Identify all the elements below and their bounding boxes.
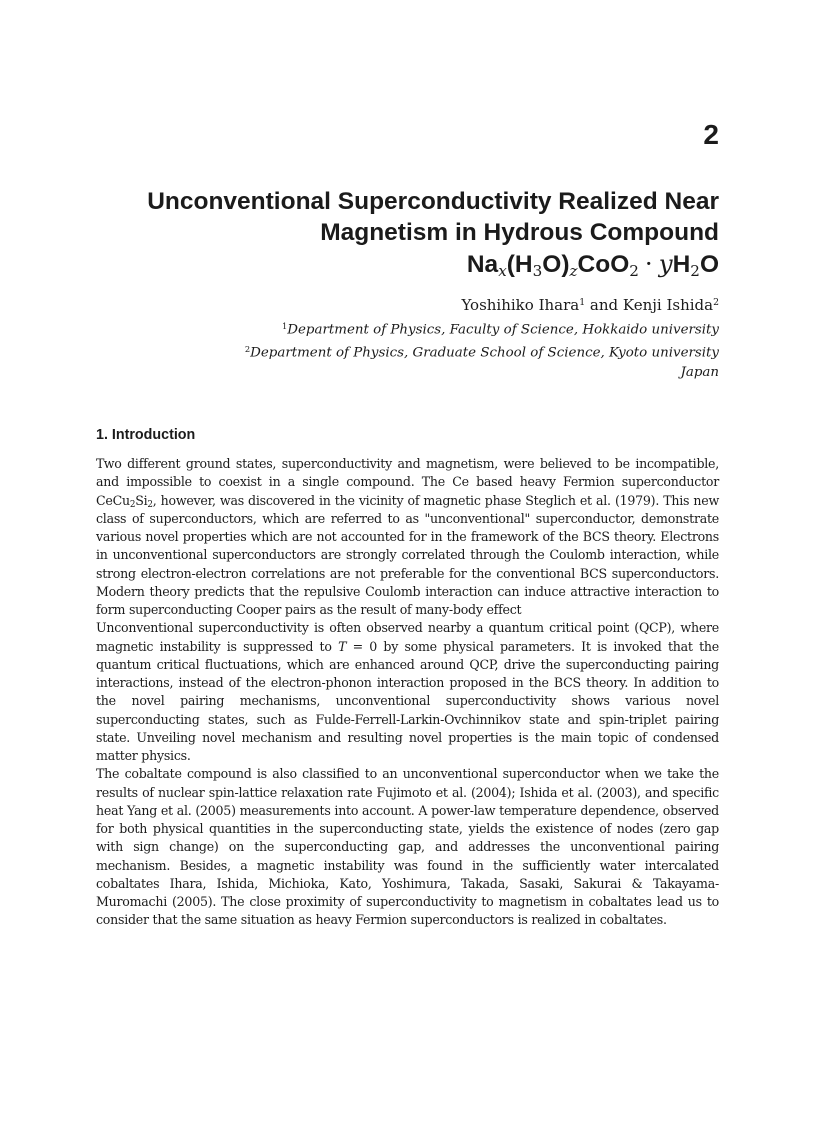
formula-coo: CoO: [577, 251, 630, 278]
formula-h: H: [672, 251, 691, 278]
title-line-2: Magnetism in Hydrous Compound: [320, 219, 719, 246]
paragraph-1-si: Si: [135, 492, 148, 508]
affiliation-1: [245, 317, 719, 340]
formula-sub-2: 2: [629, 262, 639, 281]
formula-cdot: ·: [644, 249, 653, 278]
formula-h3o-open: (H: [506, 251, 533, 278]
paragraph-1-sub-1: 2: [129, 499, 136, 510]
formula-na: Na: [466, 251, 499, 278]
affiliation-country: Japan: [680, 365, 719, 381]
author-1-name: Yoshihiko Ihara: [461, 296, 580, 315]
title-line-1: Unconventional Superconductivity Realized Near: [147, 188, 719, 215]
affiliation-2: [245, 340, 719, 363]
author-1-mark: 1: [579, 297, 586, 308]
chapter-number: 2: [703, 119, 719, 150]
author-list: [461, 293, 719, 315]
affiliation-2-mark: 2: [244, 344, 251, 355]
formula-o: O: [699, 251, 719, 278]
paragraph-2: [96, 619, 719, 765]
affiliation-1-mark: 1: [281, 321, 288, 331]
paragraph-2-part-b: by some physical parameters. It is invoked that the quantum critical fluctuations, which are enhanced around QCP, drive the superconducting pairing interactions, instead of the electron-phonon interaction proposed in the BCS theory. In addition to the novel pairing mechanisms, unconventional superconductivity shows various novel superconducting states, such as Fulde-Ferrell-Larkin-Ovchinnikov state and spin-triplet pairing state. Unveiling novel mechanism and resulting novel properties is the main topic of condensed matter physics.: [96, 638, 719, 763]
author-2-mark: 2: [713, 297, 719, 308]
title-formula: [79, 248, 719, 283]
paragraph-2-temperature-symbol: T: [338, 638, 347, 654]
formula-sub-x: x: [498, 262, 507, 281]
section-heading-introduction: 1. Introduction: [96, 427, 196, 443]
paragraph-2-equation: = 0: [346, 638, 378, 654]
formula-sub-h2: 2: [690, 262, 700, 281]
paragraph-2-part-a: Unconventional superconductivity is often observed nearby a quantum critical point (QCP), where magnetic instability is suppressed to: [96, 620, 719, 654]
formula-y: y: [658, 249, 673, 278]
paragraph-3: The cobaltate compound is also classified to an unconventional superconductor when we take the results of nuclear spin-lattice relaxation rate Fujimoto et al. (2004); Ishida et al. (2003), and specific heat Yang et al. (2005) measurements into account. A power-law temperature dependence, observed for both physical quantities in the superconducting state, yields the existence of nodes (zero gap with sign change) on the superconducting gap, and addresses the unconventional pairing mechanism. Besides, a magnetic instability was found in the sufficiently water intercalated cobaltates Ihara, Ishida, Michioka, Kato, Yoshimura, Takada, Sasaki, Sakurai & Takayama-Muromachi (2005). The close proximity of superconductivity to magnetism in cobaltates lead us to consider that the same situation as heavy Fermion superconductors is realized in cobaltates.: [96, 766, 719, 928]
author-2-name: Kenji Ishida: [622, 296, 714, 315]
chapter-title: [79, 186, 719, 283]
affiliation-1-text: Department of Physics, Faculty of Science, Hokkaido university: [287, 322, 719, 338]
affiliation-2-text: Department of Physics, Graduate School of Science, Kyoto university: [250, 345, 719, 361]
formula-sub-3: 3: [532, 262, 543, 281]
formula-o-close: O): [542, 251, 570, 278]
introduction-body: [96, 455, 719, 930]
paragraph-1-sub-2: 2: [147, 499, 153, 510]
paragraph-1: [96, 455, 719, 619]
paragraph-1-part-b: , however, was discovered in the vicinity of magnetic phase Steglich et al. (1979). This new class of superconductors, which are referred to as "unconventional" superconductor, demonstrate various novel properties which are not accounted for in the framework of the BCS theory. Electrons in unconventional superconductors are strongly correlated through the Coulomb interaction, while strong electron-electron correlations are not preferable for the conventional BCS superconductors. Modern theory predicts that the repulsive Coulomb interaction can induce attractive interaction to form superconducting Cooper pairs as the result of many-body effect: [96, 492, 719, 617]
author-connector: and: [585, 296, 623, 315]
affiliation-block: [245, 317, 719, 383]
formula-sub-z: z: [569, 262, 578, 281]
paragraph-1-part-a: Two different ground states, superconductivity and magnetism, were believed to be incompatible, and impossible to coexist in a single compound. The Ce based heavy Fermion superconductor CeCu: [96, 456, 719, 508]
